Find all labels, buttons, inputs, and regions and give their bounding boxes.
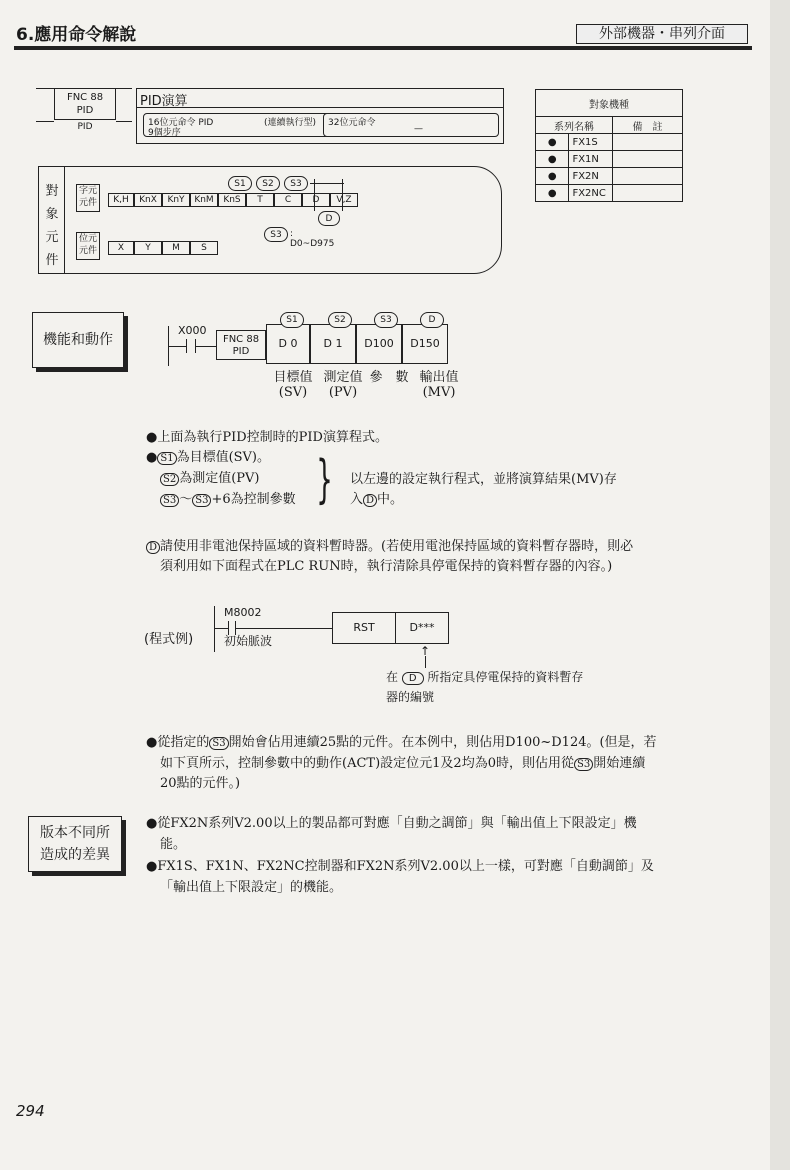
operand-side-label: 對 象 元 件 xyxy=(45,184,59,268)
function-label: 機能和動作 xyxy=(32,312,124,368)
s3-tag: S3 xyxy=(284,176,308,191)
col-series: 系列名稱 xyxy=(536,117,613,134)
body-p2d: 以左邊的設定執行程式，並將演算結果(MV)存 xyxy=(350,472,617,487)
header-rule xyxy=(14,46,752,50)
model-name: FX2NC xyxy=(569,185,613,202)
version-label: 版本不同所 造成的差異 xyxy=(28,816,122,872)
version-v1: ●從FX2N系列V2.00以上的製品都可對應「自動之調節」與「輸出值上下限設定」機 xyxy=(146,816,637,831)
word-cell: KnM xyxy=(190,193,218,207)
word-cell: T xyxy=(246,193,274,207)
arg-cell: D100 xyxy=(356,324,402,364)
page-edge xyxy=(770,0,790,1170)
body-p1: ●上面為執行PID控制時的PID演算程式。 xyxy=(146,430,388,445)
bit-cell: S xyxy=(190,241,218,255)
example-label: (程式例) xyxy=(144,632,194,647)
body-p2e: 入 D 中。 xyxy=(350,492,404,507)
model-bullet: ● xyxy=(536,151,569,168)
fnc-box xyxy=(36,88,132,134)
rst-cell: RST xyxy=(332,612,396,644)
example-note: 在 D 所指定具停電保持的資料暫存 器的編號 xyxy=(386,670,584,704)
word-device-row xyxy=(108,193,358,207)
brace-icon: } xyxy=(316,450,333,510)
bit-cell: X xyxy=(108,241,134,255)
models-table xyxy=(535,89,683,202)
s3-tag: S3 xyxy=(374,312,398,328)
word-cell: D xyxy=(302,193,330,207)
word-device-label: 字元 元件 xyxy=(76,184,100,212)
page-number: 294 xyxy=(16,1102,45,1120)
arg-cell: D 1 xyxy=(310,324,356,364)
model-name: FX1N xyxy=(569,151,613,168)
bit-cell: Y xyxy=(134,241,162,255)
model-bullet: ● xyxy=(536,168,569,185)
fnc-sub-label: PID xyxy=(77,122,93,132)
body-p4e: 20點的元件。) xyxy=(160,776,241,791)
example-contact: M8002 xyxy=(224,606,262,619)
body-p2a: ● S1 為目標值(SV)。 xyxy=(146,450,271,465)
body-p3: D 請使用非電池保持區域的資料暫時器。(若使用電池保持區域的資料暫存器時，則必 xyxy=(146,537,633,558)
example-rung xyxy=(214,606,454,656)
body-p2b: S2 為測定值(PV) xyxy=(160,469,260,490)
bit-device-label: 位元 元件 xyxy=(76,232,100,260)
contact-label: X000 xyxy=(178,324,207,337)
bit-cell: M xyxy=(162,241,190,255)
steps: 9個步序 xyxy=(148,128,181,138)
bit-device-row xyxy=(108,241,218,255)
fnc-number: FNC 88 xyxy=(66,92,104,103)
d-tag: D xyxy=(318,211,340,226)
contact-symbol xyxy=(186,339,196,353)
version-v2: ●FX1S、FX1N、FX2NC控制器和FX2N系列V2.00以上一樣，可對應「自動調節」及 xyxy=(146,859,654,874)
bit32-value: — xyxy=(414,124,423,134)
word-cell: KnX xyxy=(134,193,162,207)
instr-cell: FNC 88 PID xyxy=(216,330,266,360)
body-p4c: 如下頁所示，控制參數中的動作(ACT)設定位元1及2均為0時，則佔用從 S3 開始連續 xyxy=(160,756,646,771)
word-cell: V,Z xyxy=(330,193,358,207)
arg-cell: D150 xyxy=(402,324,448,364)
section-title: 6.應用命令解說 xyxy=(16,25,137,45)
fnc-mnemonic: PID xyxy=(76,105,94,116)
s1-tag: S1 xyxy=(228,176,252,191)
word-cell: C xyxy=(274,193,302,207)
model-name: FX1S xyxy=(569,134,613,151)
arrow-up-icon: ↑ xyxy=(420,644,431,658)
s2-tag: S2 xyxy=(256,176,280,191)
body-p4: ●從指定的 S3 開始會佔用連續25點的元件。在本例中，則佔用D100~D124。(但是，若 xyxy=(146,735,657,750)
category-label: 外部機器・串列介面 xyxy=(576,24,748,44)
col-note: 備 註 xyxy=(613,117,683,134)
version-v1b: 能。 xyxy=(160,837,187,852)
bit16-label: 16位元命令 PID xyxy=(148,118,214,128)
models-title: 對象機種 xyxy=(536,90,683,117)
instruction-box xyxy=(136,88,504,144)
model-name: FX2N xyxy=(569,168,613,185)
s3-range-note: : D0~D975 xyxy=(290,229,335,249)
body-p2c: S3 ～ S3 +6為控制參數 xyxy=(160,490,296,511)
bit16-type: (連續執行型) xyxy=(264,118,317,128)
body-p3b: 須利用如下面程式在PLC RUN時，執行清除具停電保持的資料暫存器的內容。) xyxy=(160,559,613,574)
rst-arg-cell: D*** xyxy=(395,612,449,644)
s3-range-tag: S3 xyxy=(264,227,288,242)
d-tag: D xyxy=(420,312,444,328)
example-contact-note: 初始脈波 xyxy=(224,634,273,648)
s1-tag: S1 xyxy=(280,312,304,328)
model-bullet: ● xyxy=(536,185,569,202)
arg-cell: D 0 xyxy=(266,324,310,364)
instruction-title: PID演算 xyxy=(140,94,188,109)
word-cell: KnS xyxy=(218,193,246,207)
ladder-rung xyxy=(160,320,470,372)
model-bullet: ● xyxy=(536,134,569,151)
version-v2b: 「輸出值上下限設定」的機能。 xyxy=(160,880,343,895)
s2-tag: S2 xyxy=(328,312,352,328)
word-cell: KnY xyxy=(162,193,190,207)
word-cell: K,H xyxy=(108,193,134,207)
bit32-label: 32位元命令 xyxy=(328,118,376,128)
